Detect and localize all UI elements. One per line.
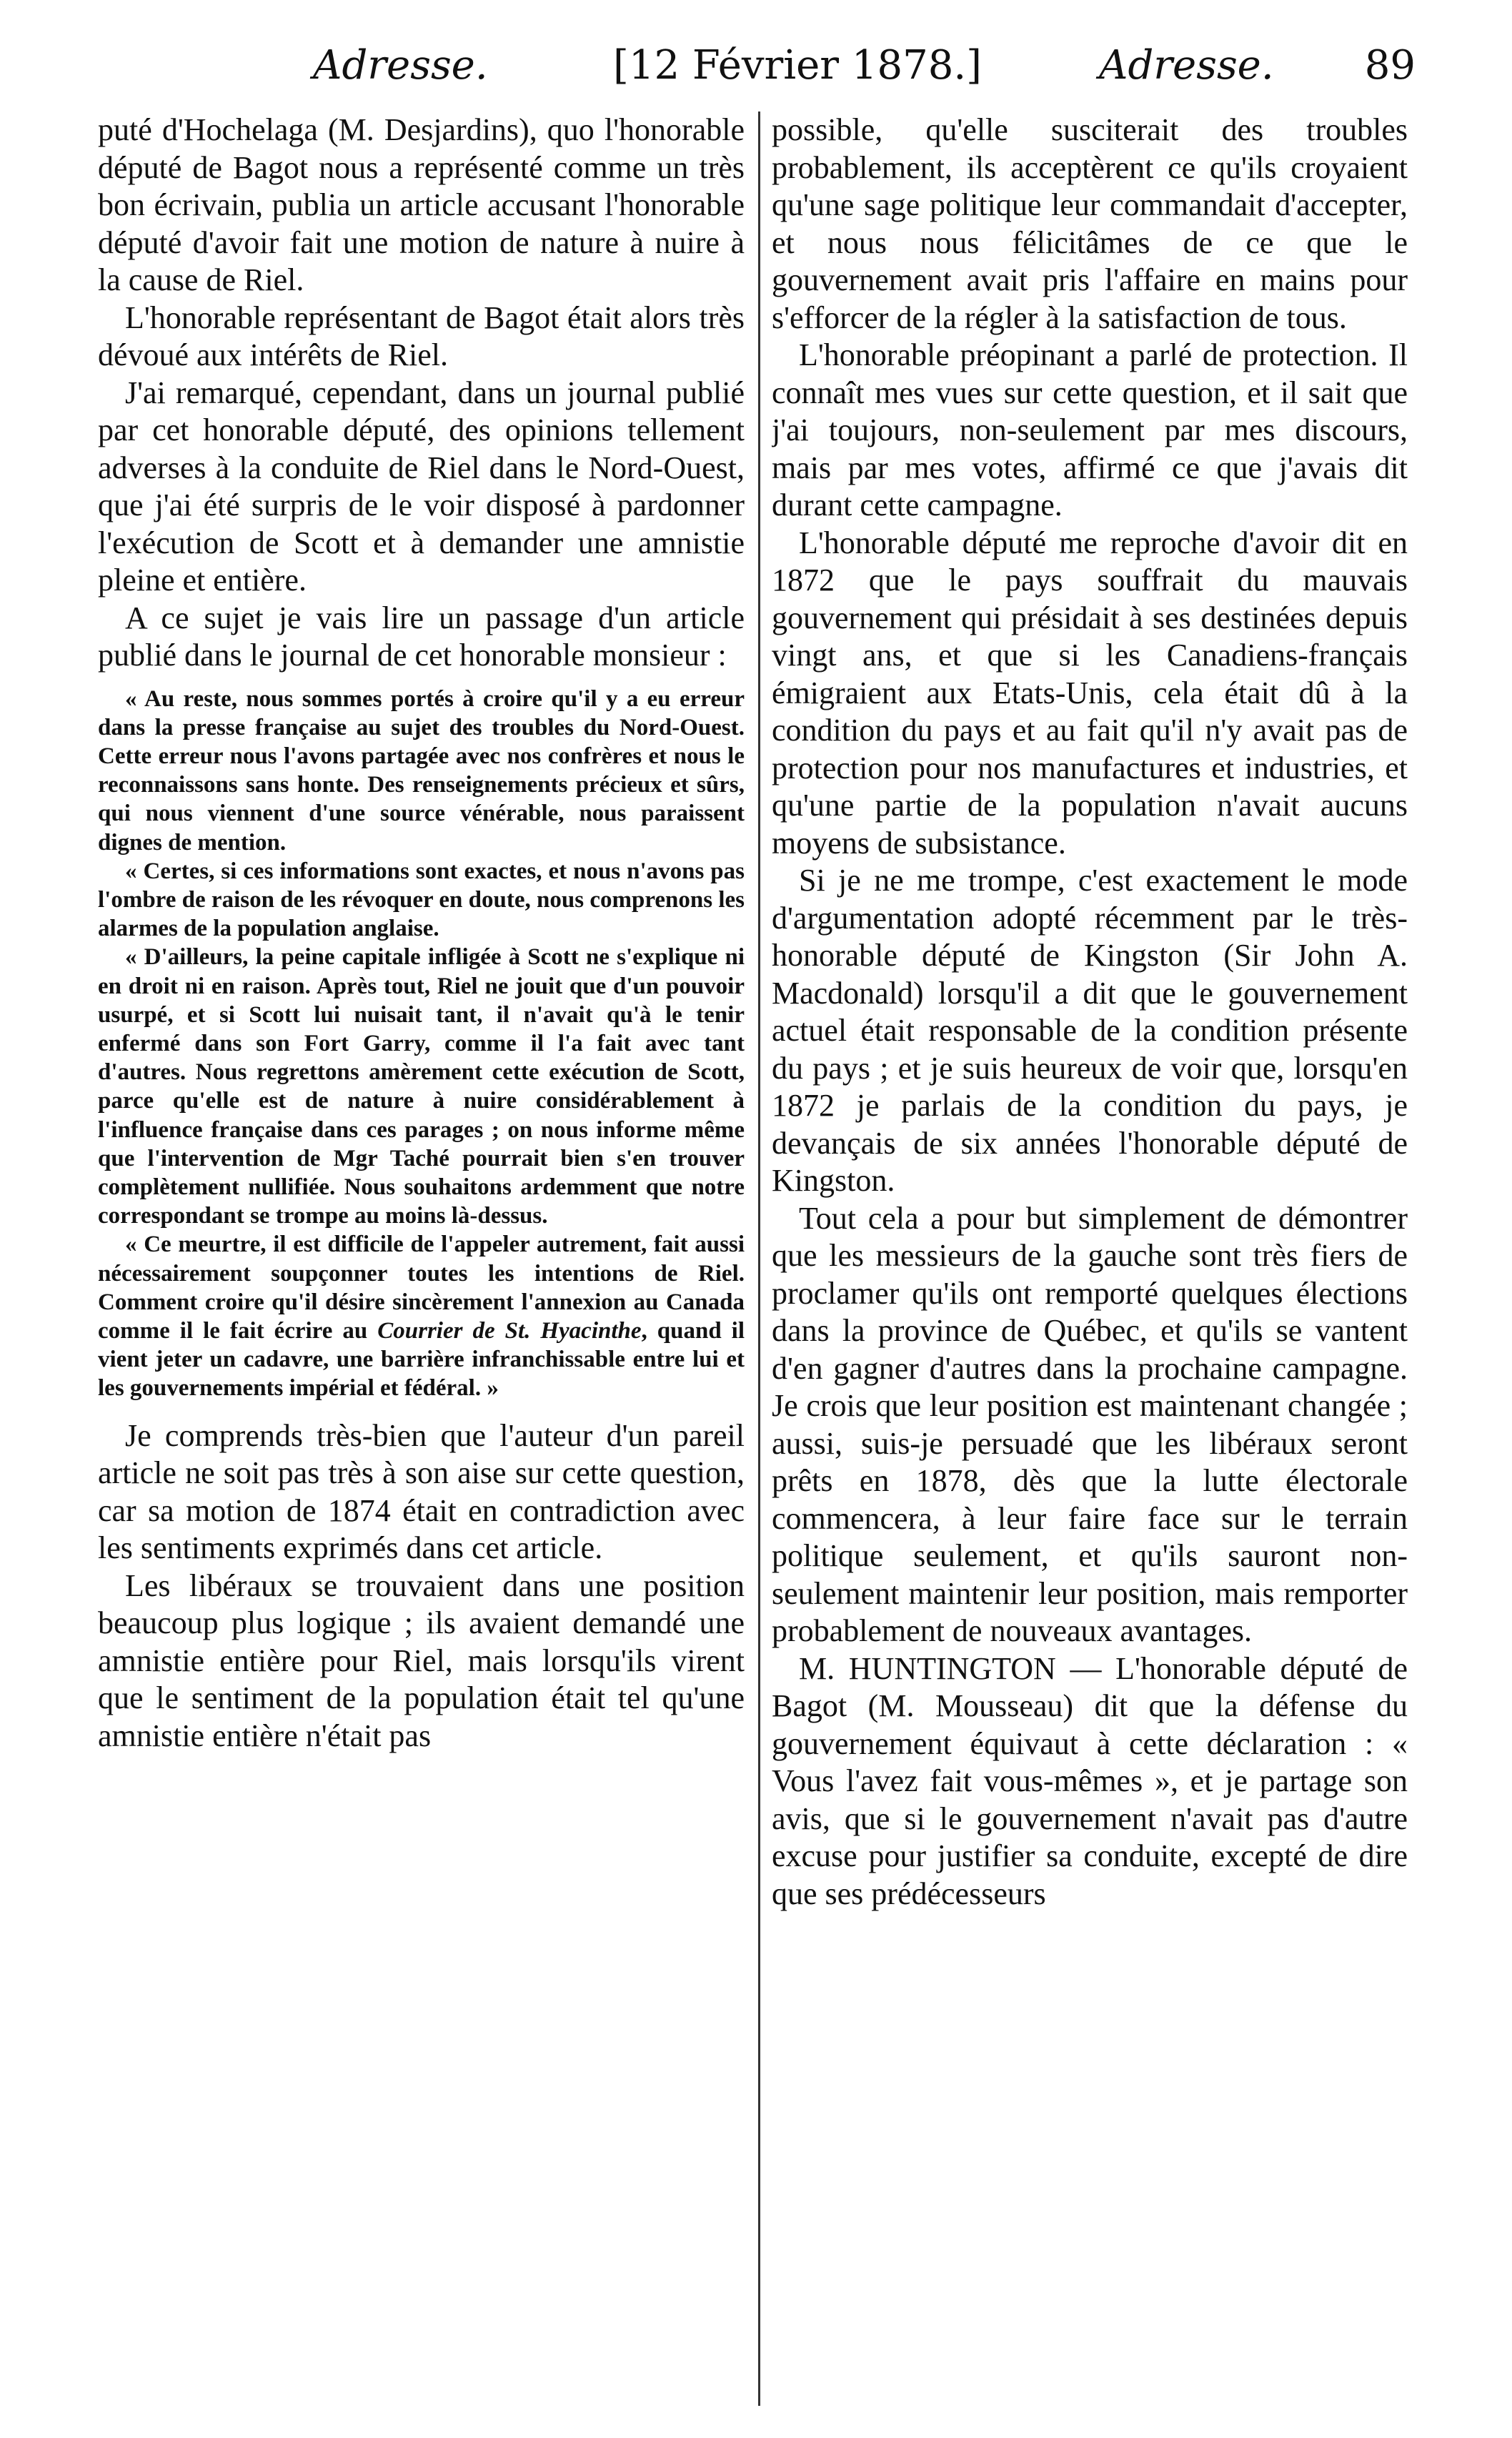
column-divider xyxy=(758,112,760,2406)
speaker-paragraph xyxy=(772,1650,1408,1913)
header-section-right: Adresse. xyxy=(1099,42,1274,89)
quotation-paragraph xyxy=(98,1230,745,1402)
paragraph: A ce sujet je vais lire un passage d'un article publié dans le journal de cet honorable monsieur : xyxy=(98,600,745,673)
header-date: [12 Février 1878.] xyxy=(613,42,983,89)
paragraph: possible, qu'elle susciterait des troubles probablement, ils acceptèrent ce qu'ils croyaient qu'une sage politique leur commandait d'accepter, et nous nous félicitâmes de ce que le gouvernement avait pris l'affaire en mains pour s'efforcer de la régler à la satisfaction de tous. xyxy=(772,112,1408,335)
left-column xyxy=(98,112,745,2427)
right-column xyxy=(772,112,1408,2427)
quotation-paragraph: « Certes, si ces informations sont exactes, et nous n'avons pas l'ombre de raison de les révoquer en doute, nous comprenons les alarmes de la population anglaise. xyxy=(98,858,745,942)
newspaper-title: Courrier de St. Hyacinthe xyxy=(377,1317,642,1344)
paragraph: L'honorable préopinant a parlé de protection. Il connaît mes vues sur cette question, et il sait que j'ai toujours, non-seulement par mes discours, mais par mes votes, affirmé ce que j'avais dit durant cette campagne. xyxy=(772,337,1408,522)
header-section-left: Adresse. xyxy=(313,42,488,89)
quotation-text: « Ce meurtre, il est difficile de l'appeler autrement, fait aussi nécessairement soupçonner toutes les intentions de Riel. Comment croire qu'il désire sincèrement l'annexion au Canada comme il le fait écrire au xyxy=(98,1232,745,1344)
speech-text: — L'honorable député de Bagot (M. Mousseau) dit que la défense du gouvernement équivaut à cette déclaration : « Vous l'avez fait vous-mêmes », et je partage son avis, que si le gouvernement n'avait pas d'autre excuse pour justifier sa conduite, excepté de dire que ses prédécesseurs xyxy=(772,1650,1408,1911)
running-header xyxy=(120,37,1416,94)
paragraph: Les libéraux se trouvaient dans une position beaucoup plus logique ; ils avaient demandé une amnistie entière pour Riel, mais lorsqu'ils virent que le sentiment de la population était tel qu'une amnistie entière n'était pas xyxy=(98,1567,745,1753)
paragraph: puté d'Hochelaga (M. Desjardins), quo l'honorable député de Bagot nous a représenté comme un très bon écrivain, publia un article accusant l'honorable député d'avoir fait une motion de nature à nuire à la cause de Riel. xyxy=(98,112,745,297)
paragraph: J'ai remarqué, cependant, dans un journal publié par cet honorable député, des opinions tellement adverses à la conduite de Riel dans le Nord-Ouest, que j'ai été surpris de le voir disposé à pardonner l'exécution de Scott et à demander une amnistie pleine et entière. xyxy=(98,375,745,598)
paragraph: Je comprends très-bien que l'auteur d'un pareil article ne soit pas très à son aise sur cette question, car sa motion de 1874 était en contradiction avec les sentiments exprimés dans cet article. xyxy=(98,1417,745,1566)
speaker-name: M. HUNTINGTON xyxy=(799,1650,1056,1686)
quotation-paragraph: « D'ailleurs, la peine capitale infligée à Scott ne s'explique ni en droit ni en raison. Après tout, Riel ne jouit que d'un pouvoir usurpé, et si Scott lui nuisait tant, il n'avait qu'à le tenir enfermé dans son Fort Garry, comme il l'a fait avec tant d'autres. Nous regrettons amèrement cette exécution de Scott, parce qu'elle est de nature à nuire considérablement à l'influence française dans ces parages ; on nous informe même que l'intervention de Mgr Taché pourrait bien s'en trouver complètement nullifiée. Nous souhaitons ardemment que notre correspondant se trompe au moins là-dessus. xyxy=(98,944,745,1229)
paragraph: L'honorable représentant de Bagot était alors très dévoué aux intérêts de Riel. xyxy=(98,299,745,372)
paragraph: Si je ne me trompe, c'est exactement le mode d'argumentation adopté récemment par le très-honorable député de Kingston (Sir John A. Macdonald) lorsqu'il a dit que le gouvernement actuel était responsable de la condition présente du pays ; et je suis heureux de voir que, lorsqu'en 1872 je parlais de la condition du pays, je devançais de six années l'honorable député de Kingston. xyxy=(772,863,1408,1198)
page-number: 89 xyxy=(1364,42,1416,89)
quotation-text: , quand il vient jeter un cadavre, une barrière infranchissable entre lui et les gouvernements impérial et fédéral. » xyxy=(98,1317,745,1402)
paragraph: L'honorable député me reproche d'avoir dit en 1872 que le pays souffrait du mauvais gouvernement qui présidait à ses destinées depuis vingt ans, et que si les Canadiens-français émigraient aux Etats-Unis, cela était dû à la condition du pays et au fait qu'il n'y avait pas de protection pour nos manufactures et industries, et qu'une partie de la population n'avait aucuns moyens de subsistance. xyxy=(772,525,1408,861)
paragraph: Tout cela a pour but simplement de démontrer que les messieurs de la gauche sont très fiers de proclamer qu'ils ont remporté quelques élections dans la province de Québec, et qu'ils se vantent d'en gagner d'autres dans la prochaine campagne. Je crois que leur position est maintenant changée ; aussi, suis-je persuadé que les libéraux seront prêts en 1878, dès que la lutte électorale commencera, à leur faire face sur le terrain politique seulement, et qu'ils sauront non-seulement maintenir leur position, mais remporter probablement de nouveaux avantages. xyxy=(772,1200,1408,1648)
quotation-paragraph: « Au reste, nous sommes portés à croire qu'il y a eu erreur dans la presse française au sujet des troubles du Nord-Ouest. Cette erreur nous l'avons partagée avec nos confrères et nous le reconnaissons sans honte. Des renseignements précieux et sûrs, qui nous viennent d'une source vénérable, nous paraissent dignes de mention. xyxy=(98,685,745,856)
